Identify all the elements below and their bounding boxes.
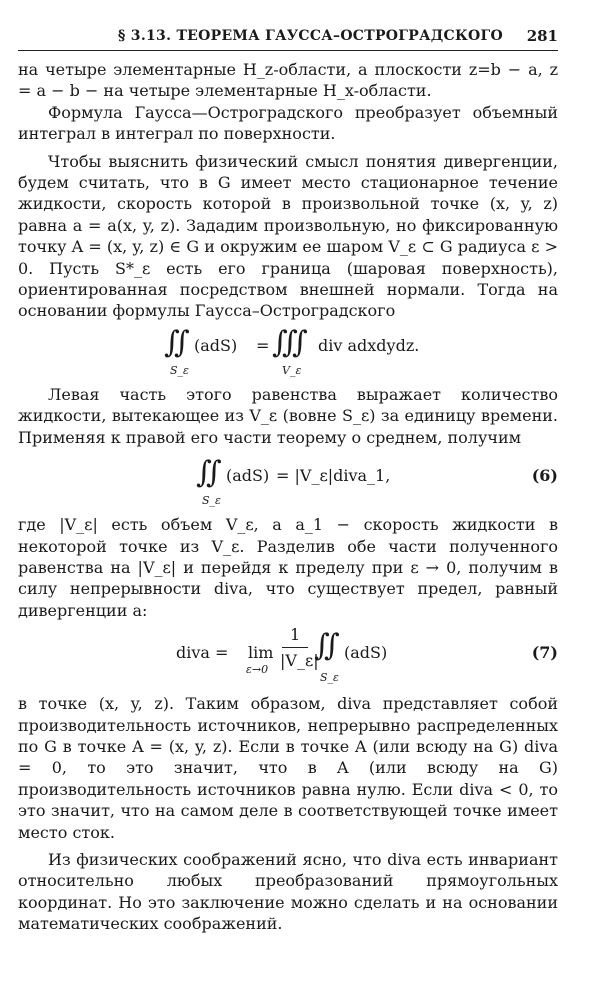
formula-6-integrand: (adS) [226,466,270,486]
book-page [18,24,558,935]
triple-integral-sign: ∭ [272,324,308,360]
formula-7-subscript: S_ε [320,671,339,685]
running-head [18,24,558,51]
formula-7-integrand: (adS) [344,643,388,663]
double-integral-sign: ∬ [196,455,222,491]
double-integral-sign: ∬ [164,324,190,360]
formula-rhs-integrand: div adxdydz. [318,335,420,355]
formula-7-numerator: 1 [290,625,301,645]
formula-7-denominator: |V_ε| [280,651,319,671]
equation-number-7: (7) [531,643,558,663]
formula-7-lim-subscript: ε→0 [246,663,269,677]
formula-lhs-integrand: (adS) [194,335,238,355]
formula-lhs-subscript: S_ε [170,363,189,377]
formula-7-lhs: diva = [176,643,229,663]
paragraph-7: Из физических соображений ясно, что diva есть инвариант относительно любых преобразований прямоугольных координат. Но это заключение можно сделать и на основании математических соображений. [18,849,559,934]
paragraph-1: на четыре элементарные H_z-области, а плоскости z=b − a, z = a − b − на четыре элементарные H_x-области. [18,60,558,101]
paragraph-3: Чтобы выяснить физический смысл понятия дивергенции, будем считать, что в G имеет место стационарное течение жидкости, скорость которой в произвольной точке (x, y, z) равна a = a(x, y, z). Зададим произвольную, но фиксированную точку A = (x, y, z) ∈ G и окружим ее шаром V_ε ⊂ G радиуса ε > 0. Пусть S*_ε есть его граница (шаровая поверхность), ориентированная посредством внешней нормали. Тогда на основании формулы Гаусса–Остроградского [18,151,558,321]
double-integral-sign: ∬ [314,628,340,664]
formula-7 [18,621,558,693]
section-title: § 3.13. ТЕОРЕМА ГАУССА–ОСТРОГРАДСКОГО [118,28,503,44]
formula-6 [18,448,558,514]
formula-equals: = [256,335,270,355]
page-number: 281 [526,27,558,45]
formula-6-rhs: = |V_ε|diva_1, [276,466,391,486]
equation-number-6: (6) [531,466,558,486]
fraction-bar [282,647,308,648]
paragraph-4: Левая часть этого равенства выражает количество жидкости, вытекающее из V_ε (вовне S_ε) за единицу времени. Применяя к правой его части теорему о среднем, получим [18,384,558,447]
paragraph-5: где |V_ε| есть объем V_ε, а a_1 − скорость жидкости в некоторой точке из V_ε. Разделив обе части полученного равенства на |V_ε| и перейдя к пределу при ε → 0, получим в силу непрерывности diva, что существует предел, равный дивергенции a: [18,515,558,620]
paragraph-2: Формула Гаусса—Остроградского преобразует объемный интеграл в интеграл по поверхности. [18,102,558,144]
formula-rhs-subscript: V_ε [282,363,302,377]
formula-6-subscript: S_ε [202,494,221,508]
paragraph-6: в точке (x, y, z). Таким образом, diva представляет собой производительность источников, непрерывно распределенных по G в точке A = (x, y, z). Если в точке A (или всюду на G) diva = 0, то это значит, что в A (или всюду на G) производительность источников равна нулю. Если diva < 0, то это значит, что на самом деле в соответствующей точке имеет место сток. [18,694,558,842]
formula-7-lim: lim [248,643,274,663]
formula-gauss [18,322,558,384]
